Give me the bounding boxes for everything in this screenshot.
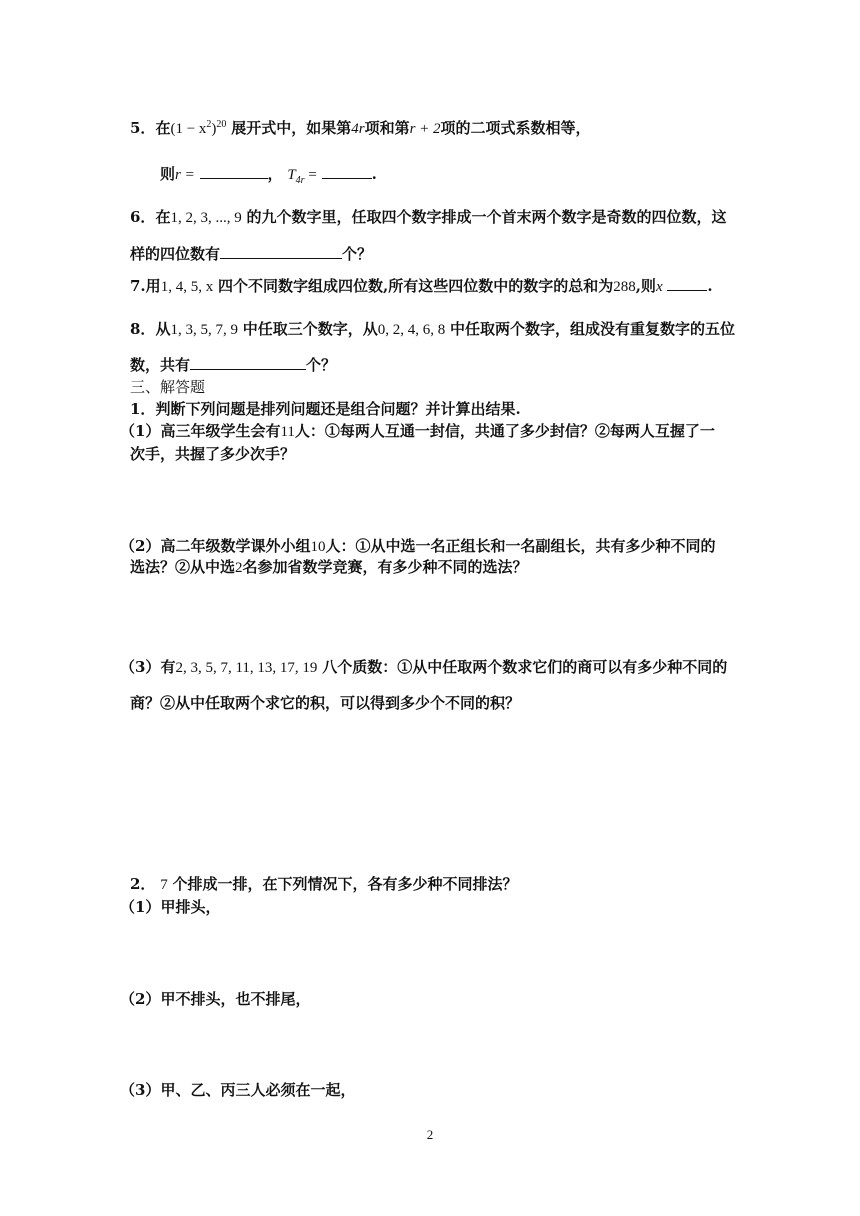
answer-blank <box>200 163 268 179</box>
text: 甲不排头，也不排尾， <box>160 990 311 1008</box>
part-label: （1） <box>120 898 161 916</box>
answer-blank <box>667 275 707 291</box>
question-5-line-2 <box>160 163 377 185</box>
text: 项的二项式系数相等， <box>440 119 591 137</box>
math-exponent: 2 <box>206 119 212 130</box>
math-number: 2 <box>235 560 243 576</box>
math-number: 288 <box>613 279 636 295</box>
text: 数，共有 <box>130 356 191 374</box>
question-number: 2． <box>130 875 156 893</box>
s1-part-2-line-1 <box>120 536 715 557</box>
question-5-line-1 <box>130 118 591 139</box>
question-6-line-1 <box>130 207 727 228</box>
text: 在 <box>155 119 171 137</box>
math-expression <box>170 121 226 137</box>
text: 从 <box>155 320 171 338</box>
answer-blank <box>322 163 372 179</box>
solution-question-1 <box>130 399 521 419</box>
text: 的九个数字里，任取四个数字排成一个首末两个数字是奇数的四位数，这 <box>246 208 727 226</box>
math-number: 11 <box>280 424 295 440</box>
text: 样的四位数有 <box>130 245 221 263</box>
s1-part-3-line-1 <box>120 657 727 678</box>
section-title: 三、解答题 <box>130 378 206 396</box>
s1-part-2-line-2 <box>130 557 528 578</box>
text: 个？ <box>306 356 337 374</box>
part-label: （2） <box>120 990 161 1008</box>
text: 用 <box>145 277 161 295</box>
text: 八个质数：①从中任取两个数求它们的商可以有多少种不同的 <box>322 658 728 676</box>
math-base: (1 − x <box>170 121 207 137</box>
math-number: 7 <box>160 877 168 893</box>
math-number: 10 <box>310 539 326 555</box>
question-8-line-1 <box>130 319 735 340</box>
math-term: x <box>655 279 663 295</box>
question-number: 5． <box>130 119 156 137</box>
math-set: 1, 3, 5, 7, 9 <box>170 322 238 338</box>
text: 高三年级学生会有 <box>160 422 281 440</box>
text: . <box>707 277 713 295</box>
question-8-line-2 <box>130 354 336 375</box>
text: 甲排头， <box>160 898 221 916</box>
s2-part-1 <box>120 897 220 917</box>
text: ,则 <box>635 277 656 295</box>
text: 名参加省数学竞赛，有多少种不同的选法？ <box>242 558 528 576</box>
text: 人：①每两人互通一封信，共通了多少封信？②每两人互握了一 <box>294 422 715 440</box>
part-label: （2） <box>120 537 161 555</box>
s2-part-3 <box>120 1080 355 1100</box>
text: . <box>371 165 377 183</box>
question-6-line-2 <box>130 243 372 264</box>
s1-part-1-line-1 <box>120 421 715 442</box>
section-heading <box>130 377 205 397</box>
math-set: 2, 3, 5, 7, 11, 13, 17, 19 <box>175 660 318 676</box>
math-term: 4r <box>351 121 365 137</box>
answer-blank <box>220 243 342 259</box>
question-number: 7. <box>130 277 146 295</box>
math-subscript: 4r <box>295 175 305 186</box>
question-number: 6． <box>130 208 156 226</box>
s2-part-2 <box>120 989 310 1009</box>
math-term: T <box>287 167 296 183</box>
page-number: 2 <box>426 1127 434 1142</box>
text: 人：①从中选一名正组长和一名副组长，共有多少种不同的 <box>325 537 716 555</box>
text: 甲、乙、丙三人必须在一起， <box>160 1081 356 1099</box>
text: 中任取两个数字，组成没有重复数字的五位 <box>450 320 736 338</box>
s1-part-3-line-2 <box>130 693 520 713</box>
solution-question-2 <box>130 874 518 895</box>
text: 个排成一排，在下列情况下，各有多少种不同排法？ <box>172 875 518 893</box>
math-term: = <box>304 167 317 183</box>
text: 在 <box>155 208 171 226</box>
text: 商？②从中任取两个求它的积，可以得到多少个不同的积？ <box>130 694 521 712</box>
text: 判断下列问题是排列问题还是组合问题？并计算出结果. <box>155 400 521 418</box>
question-number: 8． <box>130 320 156 338</box>
text: 项和第 <box>364 119 410 137</box>
math-set: 1, 4, 5, x <box>160 279 214 295</box>
text: 高二年级数学课外小组 <box>160 537 311 555</box>
math-term: r = <box>175 167 195 183</box>
question-number: 1． <box>130 400 156 418</box>
math-set: 0, 2, 4, 6, 8 <box>377 322 446 338</box>
text: 有 <box>160 658 176 676</box>
text: 展开式中，如果第 <box>231 119 352 137</box>
text: 四个不同数字组成四位数,所有这些四位数中的数字的总和为 <box>217 277 614 295</box>
part-label: （1） <box>120 422 161 440</box>
text: ， <box>267 165 283 183</box>
text: 个？ <box>342 245 373 263</box>
part-label: （3） <box>120 658 161 676</box>
math-paren: ) <box>211 121 217 137</box>
text: 中任取三个数字，从 <box>242 320 378 338</box>
text: 次手，共握了多少次手？ <box>130 445 296 463</box>
math-set: 1, 2, 3, ..., 9 <box>170 210 242 226</box>
question-7 <box>130 275 713 297</box>
math-exponent: 20 <box>216 119 227 130</box>
part-label: （3） <box>120 1081 161 1099</box>
text: 选法？②从中选 <box>130 558 236 576</box>
answer-blank <box>190 354 306 370</box>
text: 则 <box>160 165 176 183</box>
s1-part-1-line-2 <box>130 444 295 464</box>
math-term: r + 2 <box>409 121 441 137</box>
